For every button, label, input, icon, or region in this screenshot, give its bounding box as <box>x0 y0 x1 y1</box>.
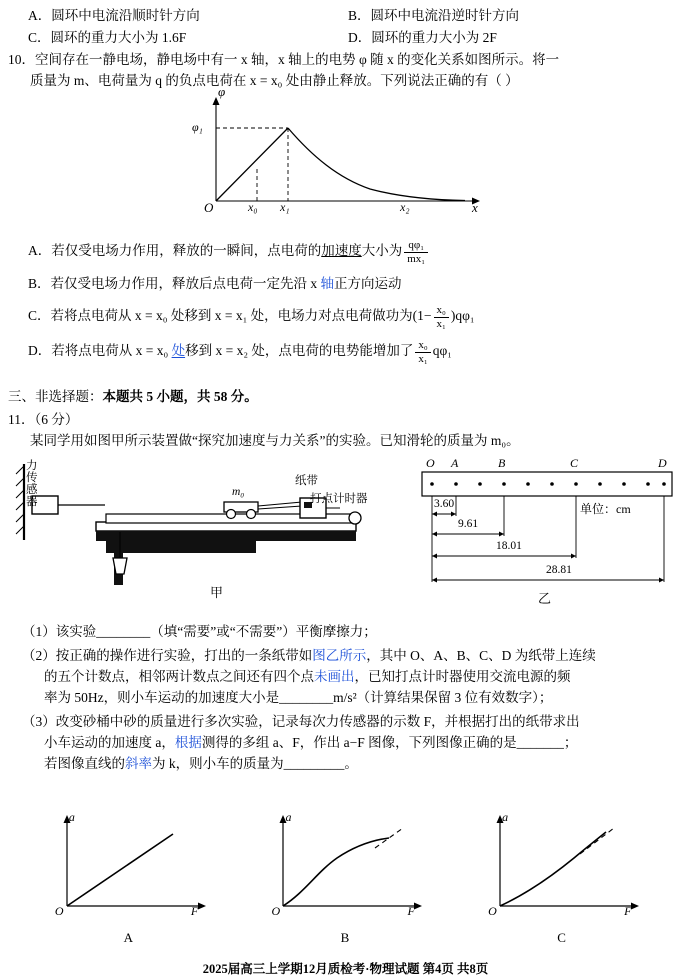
q10-opt-b-highlight: 轴 <box>320 276 335 292</box>
q10-fig-x-tick-2: x₂ <box>400 200 410 214</box>
q11-graph-a <box>41 810 216 946</box>
q10-option-c: C．若将点电荷从 x = x₀ 处移到 x = x₁ 处，电场力对点电荷做功为(1− $\frac{\text{x₀}}{\text{x₁}}$ )qφ₁ <box>28 304 475 330</box>
q10-stem-line1: 空间存在一静电场，静电场中有一 x 轴，x 轴上的电势 φ 随 x 的变化关系如图所示。将一 <box>35 52 560 67</box>
q11-point-o: O <box>426 456 435 470</box>
section3-heading: 三、非选择题：本题共 5 小题，共 58 分。 <box>8 389 258 404</box>
q11-graph-b-ylabel: a <box>285 810 292 824</box>
q11-fig-jia-label: 甲 <box>210 585 224 600</box>
q10-fig-x-tick-0: x₀ <box>248 200 258 214</box>
q11-header <box>8 410 678 452</box>
q11-measure-1: 3.60 <box>434 498 455 510</box>
q11-point-d: D <box>658 456 667 470</box>
q9-options <box>28 4 668 46</box>
q10-stem-line2: 质量为 m、电荷量为 q 的负点电荷在 x = x₀ 处由静止释放。下列说法正确的有（ ） <box>30 72 519 88</box>
q11-part3-highlight-2: 斜率 <box>125 755 152 771</box>
q11-part3-line1: （3）改变砂桶中砂的质量进行多次实验，记录每次力传感器的示数 F，并根据打出的纸带求出 <box>22 713 580 729</box>
q11-graph-a-ylabel: a <box>68 810 75 824</box>
q11-timer-label: 打点计时器 <box>310 493 368 505</box>
q11-figure-yi <box>418 456 680 606</box>
q10-opt-a-frac-den: mx₁ <box>407 252 426 265</box>
q11-graph-c-origin: O <box>488 904 497 918</box>
q9-option-c: C．圆环的重力大小为 1.6F <box>28 30 187 45</box>
q11-graph-c-xlabel: F <box>624 904 632 918</box>
q11-tape-label: 纸带 <box>295 475 318 487</box>
q11-number: 11．（6 分） <box>8 412 79 427</box>
q11-graph-b-label: B <box>340 930 350 945</box>
q10-opt-a-underline: 加速度 <box>321 243 362 259</box>
q11-fig-yi-label: 乙 <box>538 591 552 606</box>
q10-fig-y-tick: φ₁ <box>192 120 203 134</box>
q10-option-d: D．若将点电荷从 x = x₀ 处移到 x = x₂ 处，点电荷的电势能增加了 $\frac{\text{x₀}}{\text{x₁}}$ qφ₁ <box>28 339 452 366</box>
q11-graph-c-label: C <box>557 930 566 945</box>
q11-part2-highlight-2: 未画出 <box>314 668 355 684</box>
page-footer: 2025届高三上学期12月质检考·物理试题 第4页 共8页 <box>202 962 489 976</box>
q10-fig-x-label: x <box>472 200 478 215</box>
q10-option-a: A．若仅受电场力作用，释放的一瞬间，点电荷的加速度大小为 $\frac{\text{qφ₁}}{\text{mx₁}}$ <box>28 239 678 265</box>
q11-unit-label: 单位：cm <box>580 502 631 516</box>
q11-graph-b-origin: O <box>271 904 281 918</box>
q11-part2-line2: 的五个计数点，相邻两计数点之间还有四个点未画出，已知打点计时器使用交流电源的频 <box>44 668 571 684</box>
q11-measure-4: 28.81 <box>546 564 572 576</box>
q11-point-a: A <box>451 456 459 470</box>
q10 <box>8 50 684 92</box>
q11-graph-a-label: A <box>123 930 134 945</box>
q11-graph-c <box>474 810 649 946</box>
q11-graph-c-ylabel: a <box>502 810 509 824</box>
q11-measure-3: 18.01 <box>496 540 522 552</box>
q11-stem: 某同学用如图甲所示装置做“探究加速度与力关系”的实验。已知滑轮的质量为 m₀。 <box>30 432 520 448</box>
q11-part2-highlight-1: 图乙所示 <box>312 647 367 663</box>
q10-options <box>28 230 678 366</box>
q11-part2-line3: 率为 50Hz，则小车运动的加速度大小是________m/s²（计算结果保留 3 位有效数字）； <box>44 689 553 705</box>
q11-parts <box>8 622 684 774</box>
q10-opt-d-underline: 处 <box>171 343 186 359</box>
q11-force-sensor-label: 力 传 感 器 <box>26 460 38 509</box>
q11-point-c: C <box>570 456 579 470</box>
q10-fig-origin: O <box>204 200 214 215</box>
q11-graph-b <box>257 810 432 946</box>
q10-opt-c-frac-den: x₁ <box>436 317 446 330</box>
q10-opt-d-frac-den: x₁ <box>418 353 428 366</box>
q11-part3-line2: 小车运动的加速度 a，根据测得的多组 a、F，作出 a−F 图像，下列图像正确的是_______； <box>44 734 578 750</box>
q11-graph-a-xlabel: F <box>190 904 199 918</box>
q9-option-a: A．圆环中电流沿顺时针方向 <box>28 8 200 23</box>
q9-option-d: D．圆环的重力大小为 2F <box>348 30 497 45</box>
q10-figure <box>160 84 490 218</box>
q11-graph-b-xlabel: F <box>407 904 415 918</box>
q11-cart-label: m₀ <box>232 486 245 498</box>
q10-fig-y-label: φ <box>218 84 226 99</box>
section3-title-bold: 本题共 5 小题，共 58 分。 <box>102 389 258 404</box>
q11-graph-a-origin: O <box>54 904 64 918</box>
q11-part1: （1）该实验________（填“需要”或“不需要”）平衡摩擦力； <box>22 624 377 639</box>
q9-option-b: B．圆环中电流沿逆时针方向 <box>348 8 520 23</box>
q11-part2-line1: （2）按正确的操作进行实验，打出的一条纸带如图乙所示，其中 O、A、B、C、D 为纸带上连续 <box>22 647 596 663</box>
q10-option-b: B．若仅受电场力作用，释放后点电荷一定先沿 x 轴正方向运动 <box>28 276 402 292</box>
q11-figure-jia <box>10 460 410 600</box>
q10-opt-c-frac-num: x₀ <box>434 304 449 318</box>
q11-graph-options <box>20 810 670 946</box>
q11-part3-line3: 若图像直线的斜率为 k，则小车的质量为_________。 <box>44 755 358 771</box>
q10-opt-a-frac-num: qφ₁ <box>404 239 428 253</box>
q10-fig-x-tick-1: x₁ <box>280 200 290 214</box>
q11-measure-2: 9.61 <box>458 518 479 530</box>
q11-part3-highlight-1: 根据 <box>174 734 202 750</box>
q10-number: 10． <box>8 52 35 67</box>
q10-opt-d-frac-num: x₀ <box>415 339 430 353</box>
q11-point-b: B <box>498 456 506 470</box>
